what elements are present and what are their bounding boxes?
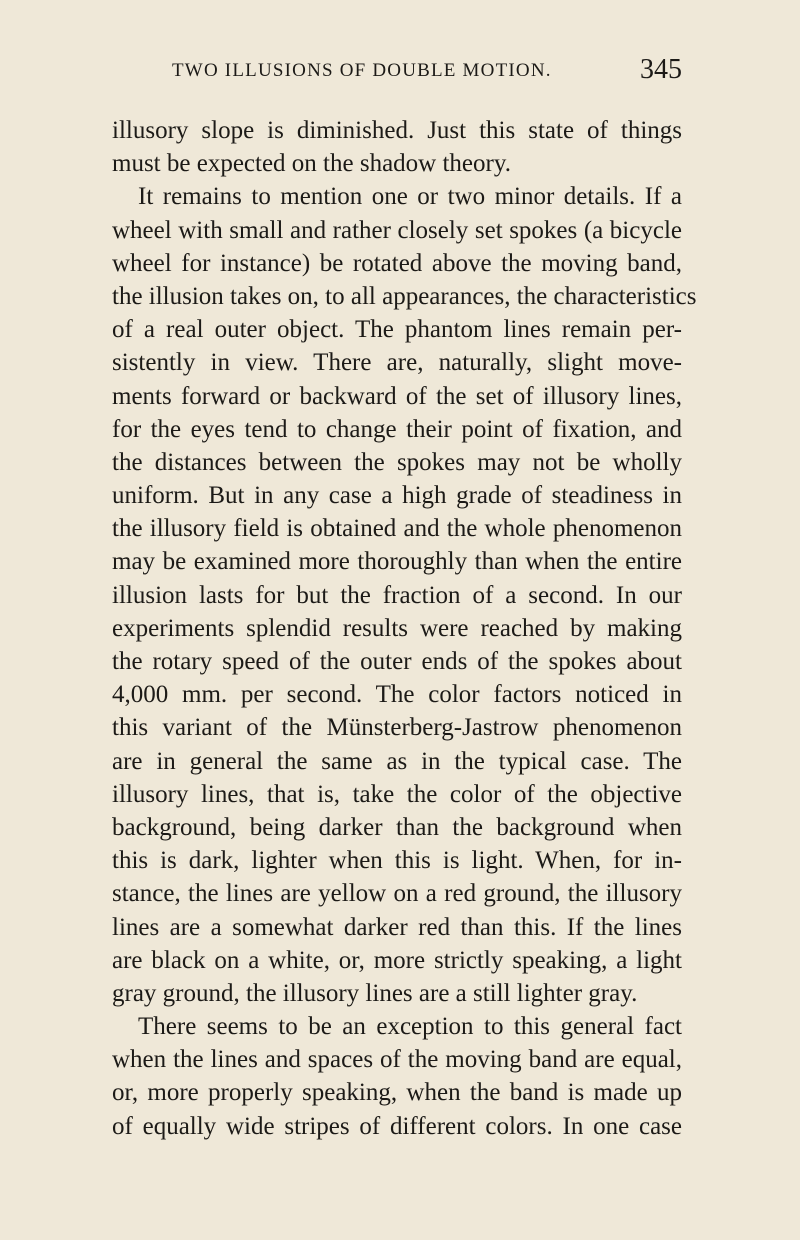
text-line: 4,000 mm. per second. The color factors noticed in bbox=[112, 681, 682, 709]
text-line: are in general the same as in the typical case. The bbox=[112, 747, 682, 775]
text-line: when the lines and spaces of the moving band are equal, bbox=[112, 1046, 682, 1074]
running-head: TWO ILLUSIONS OF DOUBLE MOTION. bbox=[172, 60, 552, 81]
text-line: stance, the lines are yellow on a red ground, the illusory bbox=[112, 880, 682, 908]
text-line: background, being darker than the background when bbox=[112, 813, 682, 841]
text-line: may be examined more thoroughly than when the entire bbox=[112, 548, 682, 576]
text-line: this variant of the Münsterberg-Jastrow phenomenon bbox=[112, 714, 682, 742]
text-line: for the eyes tend to change their point of fixation, and bbox=[112, 415, 682, 443]
text-line: or, more properly speaking, when the band is made up bbox=[112, 1079, 682, 1107]
text-line: the rotary speed of the outer ends of the spokes about bbox=[112, 648, 682, 675]
text-line: gray ground, the illusory lines are a still lighter gray. bbox=[112, 979, 638, 1007]
text-line: uniform. But in any case a high grade of steadiness in bbox=[112, 482, 682, 510]
text-line: this is dark, lighter when this is light. When, for in- bbox=[112, 847, 682, 875]
text-line: lines are a somewhat darker red than this. If the lines bbox=[112, 913, 682, 941]
text-line: are black on a white, or, more strictly speaking, a light bbox=[112, 946, 682, 974]
text-line: of equally wide stripes of different colors. In one case bbox=[112, 1112, 682, 1140]
body-text bbox=[112, 114, 697, 1143]
text-line: ments forward or backward of the set of illusory lines, bbox=[112, 382, 682, 410]
text-line: must be expected on the shadow theory. bbox=[112, 150, 511, 178]
text-line: wheel with small and rather closely set spokes (a bicycle bbox=[112, 216, 682, 244]
page-number: 345 bbox=[640, 54, 682, 85]
text-line: illusion lasts for but the fraction of a second. In our bbox=[112, 581, 682, 609]
paragraph-first-line: It remains to mention one or two minor details. If a bbox=[138, 183, 682, 211]
text-line: experiments splendid results were reached by making bbox=[112, 614, 682, 642]
text-line: the distances between the spokes may not be wholly bbox=[112, 448, 682, 476]
text-line: the illusion takes on, to all appearances, the characteristics bbox=[112, 282, 697, 310]
paragraph-first-line: There seems to be an exception to this general fact bbox=[138, 1013, 682, 1041]
text-line: illusory slope is diminished. Just this state of things bbox=[112, 117, 682, 144]
text-line: of a real outer object. The phantom lines remain per- bbox=[112, 316, 682, 344]
text-line: wheel for instance) be rotated above the moving band, bbox=[112, 249, 682, 277]
text-line: the illusory field is obtained and the whole phenomenon bbox=[112, 515, 682, 543]
page-header bbox=[112, 52, 682, 92]
text-line: sistently in view. There are, naturally, slight move- bbox=[112, 349, 682, 377]
text-line: illusory lines, that is, take the color of the objective bbox=[112, 780, 682, 808]
